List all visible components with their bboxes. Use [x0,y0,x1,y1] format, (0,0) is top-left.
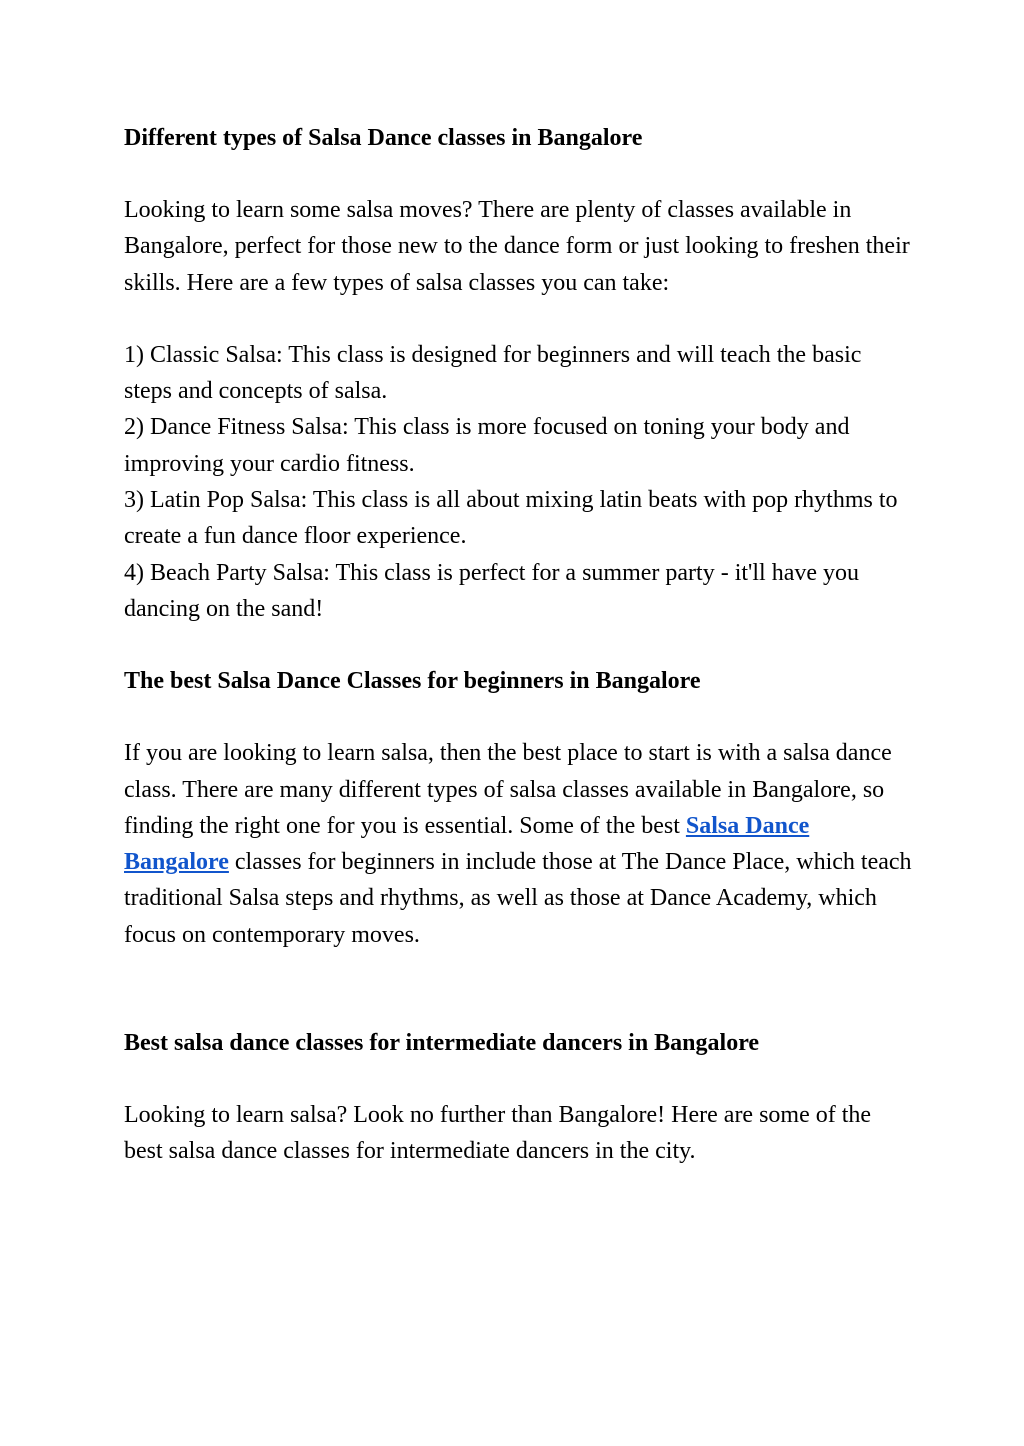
list-item-beach-party-salsa: 4) Beach Party Salsa: This class is perfect for a summer party - it'll have you dancing on the sand! [124,559,860,622]
section-heading-types: Different types of Salsa Dance classes in Bangalore [124,125,643,151]
section-heading-beginners: The best Salsa Dance Classes for beginners in Bangalore [124,668,701,695]
beginners-text-before-link: If you are looking to learn salsa, then the best place to start is with a salsa dance class. There are many different types of salsa classes available in Bangalore, so finding the right one for you is essential. Some of the best [124,740,892,839]
section-heading-intermediate: Best salsa dance classes for intermediate dancers in Bangalore [124,1030,760,1057]
salsa-dance-bangalore-link[interactable]: Salsa Dance Bangalore [124,812,810,876]
document-page [124,120,914,1170]
beginners-paragraph [124,735,914,953]
types-intro-paragraph: Looking to learn some salsa moves? There are plenty of classes available in Bangalore, perfect for those new to the dance form or just looking to freshen their skills. Here are a few types of salsa classes you can take: [124,197,910,296]
list-item-latin-pop-salsa: 3) Latin Pop Salsa: This class is all about mixing latin beats with pop rhythms to create a fun dance floor experience. [124,487,898,550]
intermediate-paragraph: Looking to learn salsa? Look no further than Bangalore! Here are some of the best salsa dance classes for intermediate dancers in the city. [124,1102,872,1165]
list-item-dance-fitness-salsa: 2) Dance Fitness Salsa: This class is more focused on toning your body and improving your cardio fitness. [124,414,850,477]
beginners-text-after-link: classes for beginners in include those at The Dance Place, which teach traditional Salsa steps and rhythms, as well as those at Dance Academy, which focus on contemporary moves. [124,849,912,948]
list-item-classic-salsa: 1) Classic Salsa: This class is designed for beginners and will teach the basic steps and concepts of salsa. [124,341,862,405]
